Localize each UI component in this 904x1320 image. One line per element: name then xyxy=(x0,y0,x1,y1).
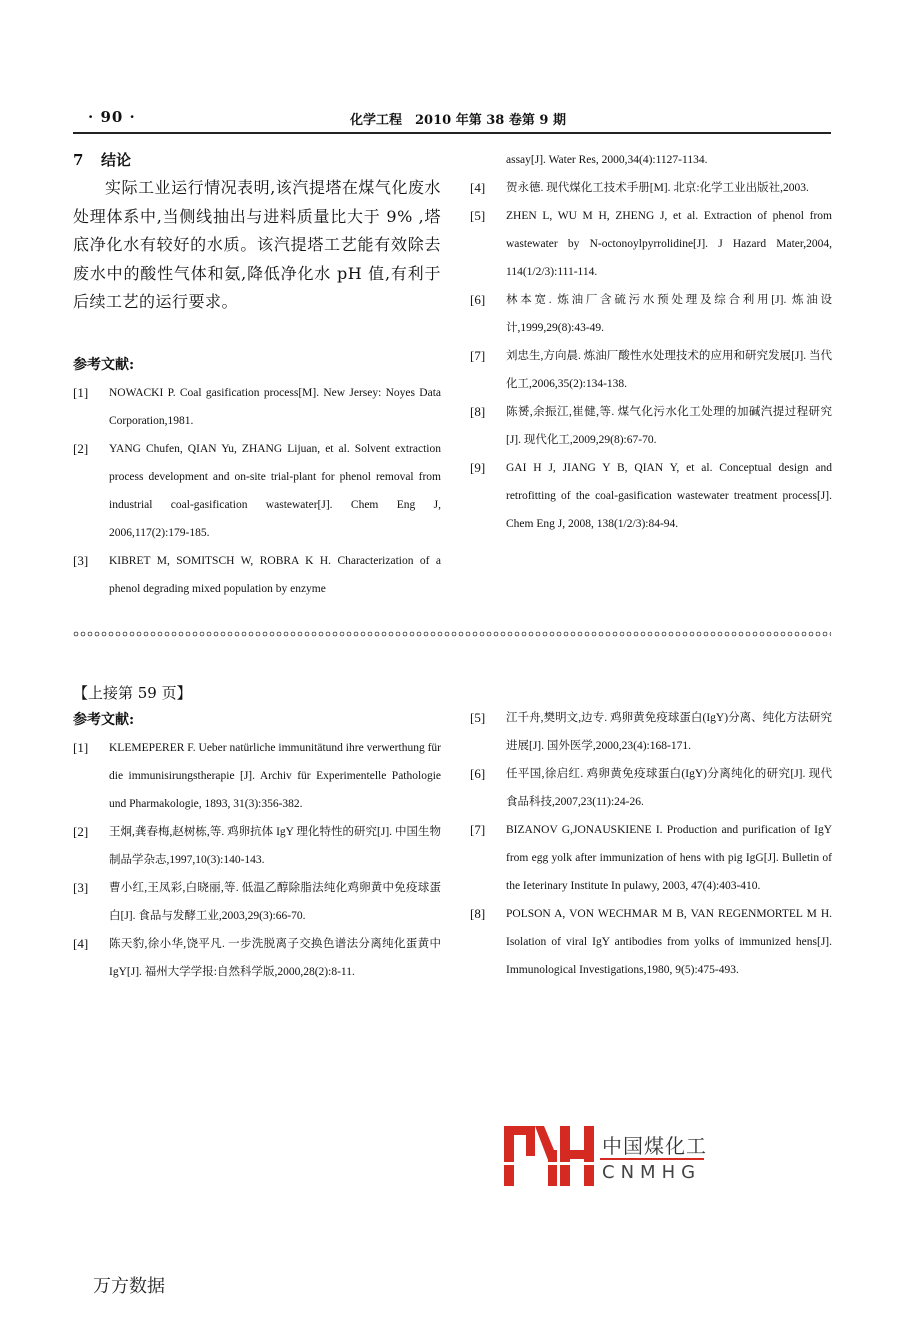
reference-index: [6] xyxy=(470,766,486,781)
lower-right-column xyxy=(470,704,832,984)
reference-item: [6] 林本宽. 炼油厂含硫污水预处理及综合利用[J]. 炼油设计,1999,29(8):43-49. xyxy=(470,286,832,342)
logo-divider xyxy=(600,1158,704,1160)
journal-header: 化学工程 2010 年第 38 卷第 9 期 xyxy=(350,113,566,128)
reference-index: [7] xyxy=(470,348,486,363)
logo-name-en: CNMHG xyxy=(602,1162,702,1183)
reference-item: [2] YANG Chufen, QIAN Yu, ZHANG Lijuan, et al. Solvent extraction process development and on-site trial-plant for phenol removal from industrial coal-gasification wastewater[J]. Chem Eng J, 2006,117(2):179-185. xyxy=(73,435,441,547)
wanfang-watermark: 万方数据 xyxy=(93,1276,165,1297)
header-rule xyxy=(73,132,831,134)
logo-name-cn: 中国煤化工 xyxy=(602,1134,707,1158)
reference-index: [6] xyxy=(470,292,486,307)
reference-index: [1] xyxy=(73,740,89,755)
section-number: 7 xyxy=(73,151,84,169)
reference-index: [3] xyxy=(73,552,89,568)
reference-index: [8] xyxy=(470,906,486,921)
reference-item: [2] 王炯,龚春梅,赵树栋,等. 鸡卵抗体 IgY 理化特性的研究[J]. 中国生物制品学杂志,1997,10(3):140-143. xyxy=(73,818,441,874)
conclusion-paragraph: 实际工业运行情况表明,该汽提塔在煤气化废水处理体系中,当侧线抽出与进料质量比大于 9% ,塔底净化水有较好的水质。该汽提塔工艺能有效除去废水中的酸性气体和氨,降低净化水 pH 值,有利于后续工艺的运行要求。 xyxy=(73,178,441,311)
reference-index: [5] xyxy=(470,208,486,223)
reference-item: [3] KIBRET M, SOMITSCH W, ROBRA K H. Characterization of a phenol degrading mixed population by enzyme xyxy=(73,547,441,603)
reference-item: [1] NOWACKI P. Coal gasification process[M]. New Jersey: Noyes Data Corporation,1981. xyxy=(73,379,441,435)
reference-item: [5] ZHEN L, WU M H, ZHENG J, et al. Extraction of phenol from wastewater by N-octonoylpyrrolidine[J]. J Hazard Mater,2004, 114(1/2/3):111-114. xyxy=(470,202,832,286)
references-list-left xyxy=(73,379,441,603)
reference-index: [3] xyxy=(73,880,89,895)
reference-index: [4] xyxy=(73,936,89,951)
lower-left-column xyxy=(73,680,441,986)
reference-index: [8] xyxy=(470,404,486,419)
reference-index: [9] xyxy=(470,460,486,475)
reference-item: [8] POLSON A, VON WECHMAR M B, VAN REGENMORTEL M H. Isolation of viral IgY antibodies from yolks of immunized hens[J]. Immunological Investigations,1980, 9(5):475-493. xyxy=(470,900,832,984)
reference-index: [7] xyxy=(470,822,486,837)
reference-item: [1] KLEMEPERER F. Ueber natürliche immunitätund ihre verwerthung für die immunisirungstherapie [J]. Archiv für Experimentelle Pathologie und Pharmakologie, 1893, 31(3):356-382. xyxy=(73,734,441,818)
page-number: · 90 · xyxy=(88,108,136,126)
reference-index: [1] xyxy=(73,384,89,400)
reference-index: [4] xyxy=(470,180,486,195)
reference-item: [7] 刘忠生,方向晨. 炼油厂酸性水处理技术的应用和研究发展[J]. 当代化工,2006,35(2):134-138. xyxy=(470,342,832,398)
references-heading: 参考文献: xyxy=(73,356,135,373)
upper-left-column xyxy=(73,146,441,603)
mh-logo-icon xyxy=(504,1126,594,1186)
reference-item: [8] 陈赟,余振江,崔健,等. 煤气化污水化工处理的加碱汽提过程研究[J]. 现代化工,2009,29(8):67-70. xyxy=(470,398,832,454)
reference-item: [4] 贺永德. 现代煤化工技术手册[M]. 北京:化学工业出版社,2003. xyxy=(470,174,832,202)
reference-item: [6] 任平国,徐启红. 鸡卵黄免疫球蛋白(IgY)分离纯化的研究[J]. 现代食品科技,2007,23(11):24-26. xyxy=(470,760,832,816)
reference-item: [4] 陈天豹,徐小华,饶平凡. 一步洗脱离子交换色谱法分离纯化蛋黄中 IgY[J]. 福州大学学报:自然科学版,2000,28(2):8-11. xyxy=(73,930,441,986)
upper-right-column xyxy=(470,146,832,538)
reference-index: [2] xyxy=(73,440,89,456)
reference-item: [5] 江千舟,樊明文,边专. 鸡卵黄免疫球蛋白(IgY)分离、纯化方法研究进展[J]. 国外医学,2000,23(4):168-171. xyxy=(470,704,832,760)
reference-item: [9] GAI H J, JIANG Y B, QIAN Y, et al. Conceptual design and retrofitting of the coal-gasification wastewater treatment process[J]. Chem Eng J, 2008, 138(1/2/3):84-94. xyxy=(470,454,832,538)
reference-continuation: assay[J]. Water Res, 2000,34(4):1127-1134. xyxy=(506,154,708,166)
section-separator xyxy=(73,631,831,637)
reference-index: [5] xyxy=(470,710,486,725)
reference-item: [3] 曹小红,王凤彩,白晓丽,等. 低温乙醇除脂法纯化鸡卵黄中免疫球蛋白[J]. 食品与发酵工业,2003,29(3):66-70. xyxy=(73,874,441,930)
reference-index: [2] xyxy=(73,824,89,839)
reference-item: [7] BIZANOV G,JONAUSKIENE I. Production and purification of IgY from egg yolk after immunization of hens with pig IgG[J]. Bulletin of the Ieterinary Institute In pulawy, 2003, 47(4):403-410. xyxy=(470,816,832,900)
section-heading xyxy=(73,146,441,174)
section-title: 结论 xyxy=(101,151,132,169)
references-heading: 参考文献: xyxy=(73,712,135,728)
continued-from-label: 【上接第 59 页】 xyxy=(73,684,192,702)
cnmhg-logo xyxy=(504,1126,714,1188)
